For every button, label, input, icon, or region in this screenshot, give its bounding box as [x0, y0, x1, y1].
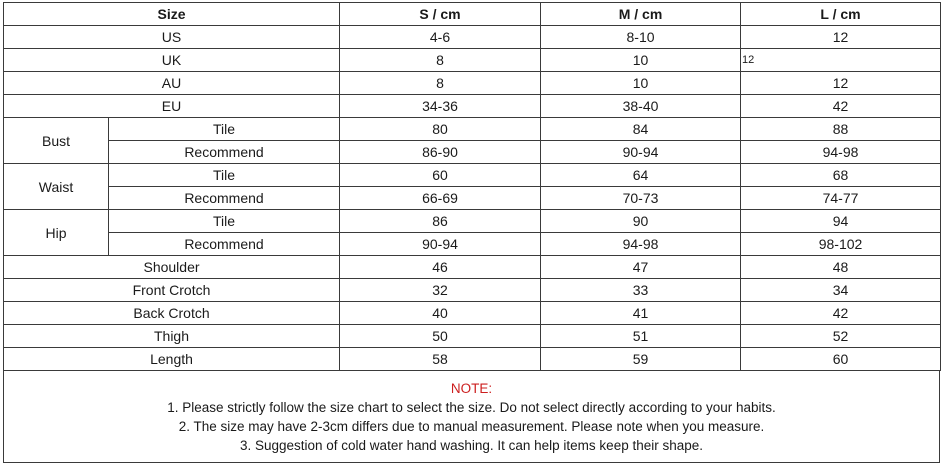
header-l: L / cm [741, 3, 941, 26]
cell-l: 12 [741, 49, 941, 72]
cell-s: 60 [340, 164, 541, 187]
table-row-bust-tile [4, 118, 941, 141]
cell-l: 48 [741, 256, 941, 279]
note-box [3, 371, 940, 463]
cell-s: 80 [340, 118, 541, 141]
header-s: S / cm [340, 3, 541, 26]
cell-l: 98-102 [741, 233, 941, 256]
table-row-hip-recommend [4, 233, 941, 256]
cell-s: 8 [340, 72, 541, 95]
cell-l: 12 [741, 26, 941, 49]
cell-l: 34 [741, 279, 941, 302]
cell-m: 90 [541, 210, 741, 233]
cell-l: 42 [741, 95, 941, 118]
note-line-2: 2. The size may have 2-3cm differs due to manual measurement. Please note when you measure. [178, 419, 765, 434]
cell-s: 50 [340, 325, 541, 348]
cell-s: 66-69 [340, 187, 541, 210]
row-label: AU [4, 72, 340, 95]
cell-l: 42 [741, 302, 941, 325]
cell-s: 32 [340, 279, 541, 302]
table-row-thigh [4, 325, 941, 348]
row-label: Back Crotch [4, 302, 340, 325]
cell-l: 94-98 [741, 141, 941, 164]
cell-l: 52 [741, 325, 941, 348]
cell-l: 74-77 [741, 187, 941, 210]
table-row-shoulder [4, 256, 941, 279]
table-row-waist-recommend [4, 187, 941, 210]
table-row-hip-tile [4, 210, 941, 233]
sub-label: Tile [109, 164, 340, 187]
cell-m: 10 [541, 72, 741, 95]
group-label-waist: Waist [4, 164, 109, 210]
table-row-us [4, 26, 941, 49]
note-line-3: 3. Suggestion of cold water hand washing. It can help items keep their shape. [239, 438, 704, 453]
cell-m: 51 [541, 325, 741, 348]
table-row-eu [4, 95, 941, 118]
cell-l: 94 [741, 210, 941, 233]
cell-s: 46 [340, 256, 541, 279]
cell-m: 33 [541, 279, 741, 302]
cell-s: 40 [340, 302, 541, 325]
table-row-waist-tile [4, 164, 941, 187]
cell-s: 4-6 [340, 26, 541, 49]
cell-s: 58 [340, 348, 541, 371]
row-label: Front Crotch [4, 279, 340, 302]
cell-l: 88 [741, 118, 941, 141]
row-label: Thigh [4, 325, 340, 348]
cell-l: 68 [741, 164, 941, 187]
table-row-au [4, 72, 941, 95]
cell-m: 94-98 [541, 233, 741, 256]
cell-s: 90-94 [340, 233, 541, 256]
sub-label: Tile [109, 210, 340, 233]
group-label-bust: Bust [4, 118, 109, 164]
sub-label: Recommend [109, 141, 340, 164]
header-m: M / cm [541, 3, 741, 26]
sub-label: Recommend [109, 233, 340, 256]
header-size: Size [4, 3, 340, 26]
cell-s: 86-90 [340, 141, 541, 164]
cell-m: 59 [541, 348, 741, 371]
row-label: Length [4, 348, 340, 371]
table-row-front-crotch [4, 279, 941, 302]
sub-label: Tile [109, 118, 340, 141]
table-row-back-crotch [4, 302, 941, 325]
cell-m: 8-10 [541, 26, 741, 49]
cell-m: 10 [541, 49, 741, 72]
cell-s: 8 [340, 49, 541, 72]
cell-m: 41 [541, 302, 741, 325]
table-row-uk [4, 49, 941, 72]
cell-s: 34-36 [340, 95, 541, 118]
size-table [3, 2, 941, 371]
cell-m: 70-73 [541, 187, 741, 210]
note-title: NOTE: [450, 381, 493, 396]
cell-m: 84 [541, 118, 741, 141]
cell-l: 12 [741, 72, 941, 95]
cell-l: 60 [741, 348, 941, 371]
cell-m: 47 [541, 256, 741, 279]
row-label: Shoulder [4, 256, 340, 279]
cell-s: 86 [340, 210, 541, 233]
note-line-1: 1. Please strictly follow the size chart to select the size. Do not select directly according to your habits. [167, 400, 776, 415]
header-row [4, 3, 941, 26]
group-label-hip: Hip [4, 210, 109, 256]
row-label: EU [4, 95, 340, 118]
size-chart [3, 2, 940, 464]
row-label: US [4, 26, 340, 49]
row-label: UK [4, 49, 340, 72]
table-row-length [4, 348, 941, 371]
cell-m: 64 [541, 164, 741, 187]
cell-m: 38-40 [541, 95, 741, 118]
cell-m: 90-94 [541, 141, 741, 164]
table-row-bust-recommend [4, 141, 941, 164]
sub-label: Recommend [109, 187, 340, 210]
